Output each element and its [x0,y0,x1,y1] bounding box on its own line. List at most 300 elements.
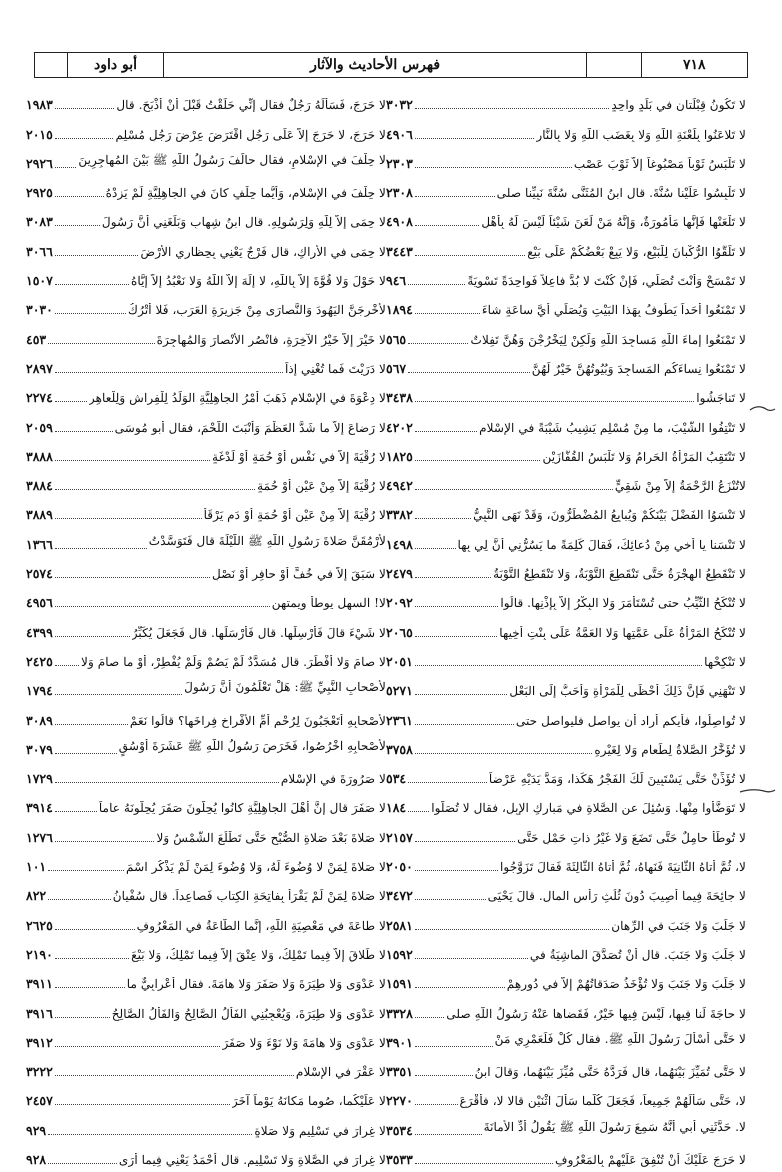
dot-leader [415,870,498,871]
hadith-number: ٣٩١٤ [26,800,53,816]
entry-text: لا عَدْوَى وَلا هامَةَ وَلا نَوْءَ وَلا صَفَرَ [222,1035,386,1050]
hadith-number: ٣٤٤٣ [386,243,413,259]
hadith-number: ٨٢٢ [26,888,47,904]
dot-leader [415,255,525,256]
index-entry [386,908,746,937]
hadith-number: ٤٩٤٢ [386,478,413,494]
dot-leader [55,1075,294,1076]
hadith-number: ١٩٨٣ [26,97,53,113]
dot-leader [408,284,465,285]
index-entry [26,674,386,703]
entry-text: لا تَلْبِسُوا عَلَيْنا سُنَّةَ. قال ابنُ المُثَنَّى سُنَّةَ نَبِيِّنا صلى [496,186,746,201]
entry-text: لا جَلَبَ وَلا جَنَبَ وَلا تُؤْخَذُ صَدَقاتُهُمْ إلاَّ في دُورِهِمْ [506,977,746,992]
dot-leader [408,811,429,812]
entry-text: لا عَقْرَ في الإسْلامِ [295,1065,386,1080]
index-entry [26,381,386,410]
index-entry [386,264,746,293]
entry-text: لا جائِحَةَ فِيما أُصِيبَ دُونَ ثُلُثِ رَأْسِ المالِ. قالَ يَحْيَى [487,889,746,904]
hadith-number: ٤٥٣ [26,331,47,347]
dot-leader [55,284,129,285]
index-entry [26,762,386,791]
dot-leader [55,958,129,959]
entry-text: لا، ثُمَّ أتاهُ الثَّانِيَةَ فَنَهاهُ، ثُمَّ أتاهُ الثَّالِثَةَ فَقالَ تَزَوَّجُوا [500,860,746,875]
hadith-number: ٥٢٧١ [386,683,413,699]
entry-text: لأَصْحابِ النَّبِيِّ ﷺ: هَلْ تَعْلَمُونَ أنَّ رَسُولَ [184,680,386,695]
index-entry [386,234,746,263]
hadith-number: ٢٥٧٤ [26,566,53,582]
index-entry [386,879,746,908]
hadith-number: ٣٣٢٨ [386,1005,413,1021]
index-entry [386,703,746,732]
entry-text: لا عَدْوَى وَلا طِيَرَةَ وَلا صَفَرَ وَلا هامَةَ. فقال أعْرابِيٌّ ما [126,977,386,992]
entry-text: لا حَرَجَ، لا حَرَجَ إلاَّ عَلَى رَجُلٍ اقْتَرَضَ عِرْضَ رَجُلٍ مُسْلِمٍ [115,127,386,142]
index-entry [26,850,386,879]
entry-text: لا خَيْرَ إلاَّ خَيْرُ الآخِرَةِ، فانْصُرِ الأنْصارَ وَالمُهاجِرَةَ [156,332,386,347]
dot-leader [48,1163,117,1164]
hadith-number: ٩٢٨ [26,1151,47,1167]
hadith-number: ١٥٩١ [386,976,413,992]
dot-leader [415,1046,493,1047]
entry-text: لا تَمْسَحْ وَأَنْتَ تُصَلِّي، فَإِنْ كُنْتَ لا بُدَّ فاعِلاً فَواحِدَةً تَسْوِيَةً [467,274,746,289]
dot-leader [415,899,486,900]
entry-text: لا صامَ وَلا أفْطَرَ. قال مُسَدَّدٌ لَمْ يَصُمْ وَلَمْ يُفْطِرْ، أوْ ما صامَ وَلا [81,654,386,669]
index-entry [26,557,386,586]
dot-leader [55,929,135,930]
entry-text: لا عَلَيْكُما، صُوما مَكانَهُ يَوْماً آخَرَ [231,1094,386,1109]
dot-leader [55,1017,110,1018]
entry-text: لا تَناجَشُوا [696,391,746,406]
hadith-number: ٢٣٠٣ [386,155,413,171]
entry-text: لا حِلْفَ في الإسْلامِ، وَأَيُّما حِلْفٍ كانَ في الجاهِلِيَّةِ لَمْ يَزِدْهُ [105,186,386,201]
dot-leader [408,782,487,783]
entry-text: لأَصْحابِهِ أتَعْجَبُونَ لِرُحْمِ أمِّ الأفْراخِ فِراخَها؟ قالُوا نَعَمْ [129,713,386,728]
dot-leader [415,577,491,578]
hadith-number: ٣٠٨٩ [26,712,53,728]
hadith-number: ٢٤٢٥ [26,653,53,669]
index-entry [26,791,386,820]
index-entry [386,1084,746,1113]
index-entry [26,996,386,1025]
index-entry [386,469,746,498]
entry-text: لا حَتَّى أَسْأَلَ رَسُولَ اللَّهِ ﷺ. فقال كُلْ فَلَعَمْرِي مَنْ [494,1031,746,1046]
hadith-number: ٥٦٥ [386,331,407,347]
entry-text: لا! السهل يوطأ ويمتهن [271,596,386,611]
index-entry [26,440,386,469]
hadith-number: ٣٠٣٠ [26,302,53,318]
dot-leader [55,753,117,754]
entry-text: لا غِرارَ في الصَّلاةِ وَلا تَسْلِيمٍ. قال أحْمَدُ يَعْنِي فِيما أرَى [118,1152,386,1167]
entry-text: لا تَمْنَعُوا أَحَداً يَطُوفُ بِهَذا البَيْتِ وَيُصَلِّي أيَّ ساعَةٍ شاءَ [481,303,746,318]
hadith-number: ١٢٧٦ [26,829,53,845]
entry-text: لا تَلْبَسُ ثَوْباً مَصْبُوغاً إلاَّ ثَوْبَ عَصْبٍ [573,156,746,171]
dot-leader [415,753,592,754]
dot-leader [48,1134,252,1135]
page-header [34,52,748,78]
hadith-number: ٢٤٧٩ [386,566,413,582]
dot-leader [55,401,87,402]
entry-text: لا رُقْيَةَ إلاَّ في نَفْسٍ أوْ حُمَةٍ أوْ لَدْغَةٍ [212,449,386,464]
margin-mark-icon [748,400,778,420]
entry-text: لأُخْرِجَنَّ اليَهُودَ وَالنَّصارَى مِنْ جَزِيرَةِ العَرَبِ، فَلا أتْرُكُ [128,303,386,318]
index-entry [386,615,746,644]
entry-text: لا حِمَى إلاَّ لِلَّهِ وَلِرَسُولِهِ. قال ابنُ شِهابٍ وَبَلَغَنِي أنَّ رَسُولَ [101,215,386,230]
index-entry [386,1113,746,1142]
entry-text: لا رَضاعَ إلاَّ ما شَدَّ العَظْمَ وَأَنْبَتَ اللَّحْمَ، فقال أبو مُوسَى [114,420,386,435]
dot-leader [55,108,114,109]
entry-text: لا تَلاعَنُوا بِلَعْنَةِ اللَّهِ وَلا بِغَضَبِ اللَّهِ وَلا بِالنَّارِ [536,127,746,142]
entry-text: لا جَلَبَ وَلا جَنَبَ. قال أنْ تُصَدَّقَ الماشِيَةُ في [529,947,746,962]
dot-leader [55,548,147,549]
dot-leader [415,987,505,988]
dot-leader [415,518,471,519]
index-entry [386,205,746,234]
entry-text: لا تَوَضَّأُوا مِنْها. وَسُئِلَ عن الصَّلاةِ في مَبارِكِ الإبِلِ، فقال لا تُصَلُّوا [431,801,746,816]
entry-text: لا تَنْقَطِعُ الهِجْرَةُ حَتَّى تَنْقَطِعَ التَّوْبَةُ، وَلا تَنْقَطِعُ التَّوْبَةُ [493,567,746,582]
dot-leader [415,108,610,109]
dot-leader [415,665,702,666]
entry-text: لا حِلْفَ في الإسْلامِ، فقال حالَفَ رَسُولُ اللَّهِ ﷺ بَيْنَ المُهاجِرِينَ [78,152,386,167]
hadith-number: ٤٩٠٦ [386,126,413,142]
index-title: فهرس الأحاديث والآثار [164,53,587,77]
dot-leader [55,1046,221,1047]
dot-leader [415,401,694,402]
hadith-number: ٣٩١٦ [26,1005,53,1021]
dot-leader [55,606,270,607]
hadith-number: ٣٠٨٣ [26,214,53,230]
dot-leader [55,782,279,783]
index-entry [26,293,386,322]
index-entry [26,498,386,527]
hadith-number: ٩٤٦ [386,273,407,289]
dot-leader [415,167,572,168]
index-entry [386,1026,746,1055]
dot-leader [415,548,456,549]
hadith-number: ٢٩٢٥ [26,185,53,201]
entry-text: لأَصْحابِهِ اخْرُصُوا، فَخَرَصَ رَسُولُ اللَّهِ ﷺ عَشَرَةَ أوْسُقٍ [118,738,386,753]
entry-text: لا تَنْكِحْها [704,654,746,669]
dot-leader [408,372,530,373]
hadith-number: ٣٩١١ [26,976,53,992]
index-entry [386,938,746,967]
dot-leader [415,606,498,607]
entry-text: لا طَلاقَ إلاَّ فِيما تَمْلِكُ، وَلا عِتْقَ إلاَّ فِيما تَمْلِكُ، وَلا بَيْعَ [131,947,386,962]
hadith-number: ١٧٢٩ [26,771,53,787]
margin-mark-icon [738,780,778,800]
entry-text: لا تُؤَخَّرُ الصَّلاةُ لِطَعامٍ وَلا لِغَيْرِهِ [594,742,746,757]
index-entry [386,176,746,205]
index-entry [386,381,746,410]
entry-text: لأَرْمُقَنَّ صَلاةَ رَسُولِ اللَّهِ ﷺ اللَّيْلَةَ قال فَتَوَسَّدْتُ [148,533,386,548]
entry-text: لا دَرَيْتَ فَما تُغْنِي إذاً [284,361,386,376]
index-entry [386,117,746,146]
index-entry [386,1055,746,1084]
entry-text: لا تَمْنَعُوا إماءَ اللَّهِ مَساجِدَ اللَّهِ وَلَكِنْ لِيَخْرُجْنَ وَهُنَّ تَفِلاتٌ [470,332,746,347]
index-entry [386,557,746,586]
dot-leader [415,1075,473,1076]
dot-leader [55,489,255,490]
book-name: أبو داود [68,53,164,77]
dot-leader [55,138,114,139]
index-entry [386,410,746,439]
index-entry [26,147,386,176]
hadith-number: ١٧٩٤ [26,683,53,699]
entry-text: لا. حَدَّثَنِي أبي أنَّهُ سَمِعَ رَسُولَ اللَّهِ ﷺ يَقُولُ أدِّ الأمانَةَ [483,1119,746,1134]
entry-text: لا تَكُونُ قِبْلَتانِ في بَلَدٍ واحِدٍ [611,98,746,113]
index-entry [386,967,746,996]
index-entry [386,996,746,1025]
dot-leader [415,138,534,139]
dot-leader [55,694,182,695]
entry-text: لا شَيْءَ قالَ فَأَرْسِلْها. قال فَأَرْسَلَها. قال فَجَعَلَ يُكَبِّرُ [131,625,386,640]
index-entry [386,850,746,879]
dot-leader [55,372,283,373]
entry-text: لا حَتَّى تُمَيِّزَ بَيْنَهُما، قال فَرَدَّهُ حَتَّى مُيِّزَ بَيْنَهُما، وَقالَ ابنُ [474,1065,746,1080]
hadith-number: ٢٦٢٥ [26,917,53,933]
hadith-number: ٢٤٥٧ [26,1093,53,1109]
dot-leader [415,1104,458,1105]
dot-leader [55,577,210,578]
hadith-number: ٢٣٠٨ [386,185,413,201]
entry-text: لا تَنْهَنِي فَإِنَّ ذَلِكَ أحْظَى لِلْمَرْأَةِ وَأَحَبُّ إلَى البَعْلِ [509,684,746,699]
index-entry [26,352,386,381]
index-entry [26,264,386,293]
index-entry [26,879,386,908]
entry-text: لا تُواصِلُوا، فأيكم أراد أن يواصل فليواصل حتى [515,713,746,728]
hadith-number: ٢٩٢٦ [26,155,53,171]
index-entry [386,322,746,351]
dot-leader [55,518,202,519]
dot-leader [55,460,210,461]
hadith-number: ٣٨٨٨ [26,448,53,464]
entry-text: لا تُنْكَحُ الثَّيِّبُ حتى تُسْتَأْمَرَ وَلا البِكْرُ إلاَّ بِإِذْنِها. قالُوا [500,596,746,611]
dot-leader [55,225,100,226]
index-entry [26,1084,386,1113]
hadith-number: ١٨٢٥ [386,448,413,464]
index-entry [26,1055,386,1084]
index-entry [26,205,386,234]
entry-text: لا صَلاةَ بَعْدَ صَلاةِ الصُّبْحِ حَتَّى تَطْلُعَ الشَّمْسُ وَلا [156,830,386,845]
right-column [386,88,746,1172]
index-entry [26,586,386,615]
index-entry [386,820,746,849]
dot-leader [415,929,609,930]
entry-text: لا غِرارَ في تَسْلِيمٍ وَلا صَلاةٍ [254,1123,386,1138]
index-entry [26,410,386,439]
dot-leader [55,841,155,842]
entry-text: لا عَدْوَى وَلا طِيَرَةَ، وَيُعْجِبُنِي الفَأْلُ الصَّالِحُ وَالفَأْلُ الصَّالِحُ [111,1006,386,1021]
index-entry [386,498,746,527]
hadith-number: ٣٠٣٢ [386,97,413,113]
hadith-number: ٤٩٠٨ [386,214,413,230]
dot-leader [415,431,477,432]
header-empty-cell [587,53,642,77]
entry-text: لا حِمَى في الأراكِ، قال فَرْجٌ يَعْنِي بِحِظارِي الأرْضَ [140,244,386,259]
dot-leader [415,636,497,637]
entry-text: لا تُوطَأُ حامِلٌ حَتَّى تَضَعَ وَلا غَيْرُ ذاتِ حَمْلٍ حَتَّى [517,830,746,845]
hadith-number: ٢٠٥١ [386,653,413,669]
hadith-number: ١٨٤ [386,800,407,816]
entry-text: لا صَفَرَ قال إنَّ أهْلَ الجاهِلِيَّةِ كانُوا يُحِلُّونَ صَفَرَ يُحِلُّونَهُ عاماً [98,801,386,816]
dot-leader [55,196,104,197]
hadith-number: ٢١٥٧ [386,829,413,845]
hadith-number: ٣٨٨٤ [26,478,53,494]
index-entry [26,1113,386,1142]
hadith-number: ٣٩١٢ [26,1034,53,1050]
index-entry [26,908,386,937]
hadith-number: ٣٤٧٢ [386,888,413,904]
hadith-number: ٣٠٦٦ [26,243,53,259]
dot-leader [55,255,139,256]
dot-leader [415,489,613,490]
index-entry [26,733,386,762]
index-entry [26,1026,386,1055]
dot-leader [415,694,507,695]
index-entry [386,645,746,674]
hadith-number: ٥٣٤ [386,771,407,787]
index-entry [26,615,386,644]
entry-text: لا تَلْعَنْها فَإِنَّها مَأْمُورَةٌ، وَإِنَّهُ مَنْ لَعَنَ شَيْئاً لَيْسَ لَهُ بِأَهْلٍ [481,215,746,230]
dot-leader [415,313,480,314]
hadith-number: ٣٧٥٨ [386,741,413,757]
dot-leader [55,636,130,637]
dot-leader [48,343,155,344]
entry-text: لا تَنْتِفُوا الشَّيْبَ، ما مِنْ مُسْلِمٍ يَشِيبُ شَيْبَةً في الإسْلامِ [479,420,746,435]
dot-leader [55,167,76,168]
index-entry [386,1143,746,1172]
dot-leader [55,811,97,812]
hadith-number: ٢٨٩٧ [26,360,53,376]
hadith-number: ٣٣٥١ [386,1064,413,1080]
hadith-number: ٣٩٠١ [386,1034,413,1050]
dot-leader [415,841,515,842]
hadith-number: ٢٠٥٩ [26,419,53,435]
hadith-number: ١٠١ [26,859,47,875]
left-column [26,88,386,1172]
index-entry [26,322,386,351]
entry-text: لا تَمْنَعُوا نِساءَكُم المَساجِدَ وَبُيُوتُهُنَّ خَيْرٌ لَهُنَّ [531,361,746,376]
dot-leader [415,1134,482,1135]
dot-leader [415,460,541,461]
entry-text: لا، حَتَّى سَأَلَهُمْ جَمِيعاً، فَجَعَلَ كُلَّما سَأَلَ اثْنَيْنِ قالا لا، فأقْرَعَ [459,1094,746,1109]
hadith-number: ٤٣٩٩ [26,624,53,640]
hadith-number: ١٤٩٨ [386,536,413,552]
entry-text: لا جَلَبَ وَلا جَنَبَ في الرِّهانِ [611,918,746,933]
dot-leader [415,196,495,197]
hadith-number: ٣٠٧٩ [26,741,53,757]
hadith-number: ٢٥٨١ [386,917,413,933]
index-entry [386,293,746,322]
index-entry [386,88,746,117]
page-number: ٧١٨ [683,57,706,73]
hadith-number: ٩٢٩ [26,1122,47,1138]
entry-text: لا صَلاةَ لِمَنْ لا وُضُوءَ لَهُ، وَلا وُضُوءَ لِمَنْ لَمْ يَذْكُرِ اسْمَ [126,860,386,875]
entry-text: لا سَبَقَ إلاَّ في خُفٍّ أوْ حافِرٍ أوْ نَصْلٍ [212,567,386,582]
entry-text: لاتُنْزَعُ الرَّحْمَةُ إلاَّ مِنْ شَقِيٍّ [614,479,746,494]
dot-leader [55,987,125,988]
index-entry [26,967,386,996]
hadith-number: ٢١٩٠ [26,946,53,962]
entry-text: لا تُؤَذِّنْ حَتَّى يَسْتَبِينَ لَكَ الفَجْرُ هَكَذا، وَمَدَّ يَدَيْهِ عَرْضاً [488,772,746,787]
hadith-number: ٤٢٠٢ [386,419,413,435]
index-entry [26,1143,386,1172]
index-entry [386,674,746,703]
entry-text: لا صَلاةَ لِمَنْ لَمْ يَقْرَأْ بِفاتِحَةِ الكِتابِ فَصاعِداً. قال سُفْيانُ [112,889,386,904]
index-entry [26,938,386,967]
hadith-number: ١٥٩٢ [386,946,413,962]
hadith-number: ٢٠٥٠ [386,859,413,875]
entry-text: لا رُقْيَةَ إلاَّ مِنْ عَيْنٍ أوْ حُمَةٍ أوْ دَمٍ يَرْقَأُ [203,508,386,523]
index-entry [26,820,386,849]
hadith-number: ١٥٠٧ [26,273,53,289]
entry-text: لا حَرَجَ عَلَيْكَ أنْ تُنْفِقَ عَلَيْهِمْ بِالمَعْرُوفِ [554,1152,746,1167]
index-entry [26,469,386,498]
index-entry [26,703,386,732]
entry-text: لا حَرَجَ، فَسَأَلَهُ رَجُلٌ فقال إنِّي حَلَقْتُ قَبْلَ أنْ أَذْبَحَ. قال [116,98,386,113]
hadith-number: ٣٨٨٩ [26,507,53,523]
entry-text: لا دِعْوَةَ في الإسْلامِ ذَهَبَ أمْرُ الجاهِلِيَّةِ الوَلَدُ لِلْفِراشِ وَلِلْعاهِرِ [88,391,386,406]
dot-leader [415,1163,553,1164]
dot-leader [55,724,128,725]
index-entry [26,645,386,674]
index-entry [26,88,386,117]
dot-leader [55,665,79,666]
dot-leader [48,870,124,871]
hadith-number: ٢٠٩٢ [386,595,413,611]
entry-text: لا طاعَةَ في مَعْصِيَةِ اللَّهِ، إنَّما الطَّاعَةُ في المَعْرُوفِ [136,918,386,933]
hadith-number: ٢٢٧٠ [386,1093,413,1109]
entry-text: لا تَنْسَوُا الفَضْلَ بَيْنَكُمْ وَيُبايِعُ المُضْطَرُّونَ، وَقَدْ نَهَى النَّبِيُّ [473,508,746,523]
entry-text: لا حَوْلَ وَلا قُوَّةَ إلاَّ بِاللَّهِ، لا إلَهَ إلاَّ اللَّهُ وَلا نَعْبُدُ إلاَّ إيَّاهُ [131,274,386,289]
dot-leader [55,313,126,314]
entry-text: لا تَلَقَّوُا الرُّكْبانَ لِلْبَيْعِ، وَلا يَبِعْ بَعْضُكُمْ عَلَى بَيْعِ [527,244,746,259]
entry-text: لا صَرُورَةَ في الإسْلامِ [280,772,386,787]
index-entry [386,527,746,556]
hadith-number: ١٣٦٦ [26,536,53,552]
hadith-number: ٣٥٣٤ [386,1122,413,1138]
hadith-number: ٢٢٧٤ [26,390,53,406]
index-entry [386,586,746,615]
index-entry [386,352,746,381]
index-entry [26,117,386,146]
dot-leader [55,431,113,432]
hadith-number: ٢٠٦٥ [386,624,413,640]
hadith-number: ٣٣٨٢ [386,507,413,523]
dot-leader [408,343,468,344]
entry-text: لا تَنْسَنا يا أخي مِنْ دُعائِكَ، فَقالَ كَلِمَةً ما يَسُرُّنِي أنَّ لِي بِها [457,537,746,552]
entry-text: لا تُنْكَحُ المَرْأَةُ عَلَى عَمَّتِها وَلا العَمَّةُ عَلَى بِنْتِ أَخِيها [499,625,746,640]
index-entry [386,733,746,762]
dot-leader [415,958,528,959]
index-entry [386,440,746,469]
index-entry [26,234,386,263]
dot-leader [415,724,514,725]
header-empty-cell [35,53,68,77]
index-entry [26,176,386,205]
hadith-number: ٣٥٣٣ [386,1151,413,1167]
dot-leader [415,1017,444,1018]
entry-text: لا تَنْتَقِبُ المَرْأَةُ الحَرامُ وَلا تَلْبَسُ القُفَّازَيْنِ [542,449,746,464]
hadith-number: ١٨٩٤ [386,302,413,318]
hadith-number: ٥٦٧ [386,360,407,376]
hadith-number: ٢٠١٥ [26,126,53,142]
dot-leader [55,1104,230,1105]
hadith-number: ٣٤٣٨ [386,390,413,406]
index-entry [386,762,746,791]
hadith-number: ٢٣٦١ [386,712,413,728]
index-entry [386,147,746,176]
hadith-number: ٤٩٥٦ [26,595,53,611]
dot-leader [415,225,480,226]
